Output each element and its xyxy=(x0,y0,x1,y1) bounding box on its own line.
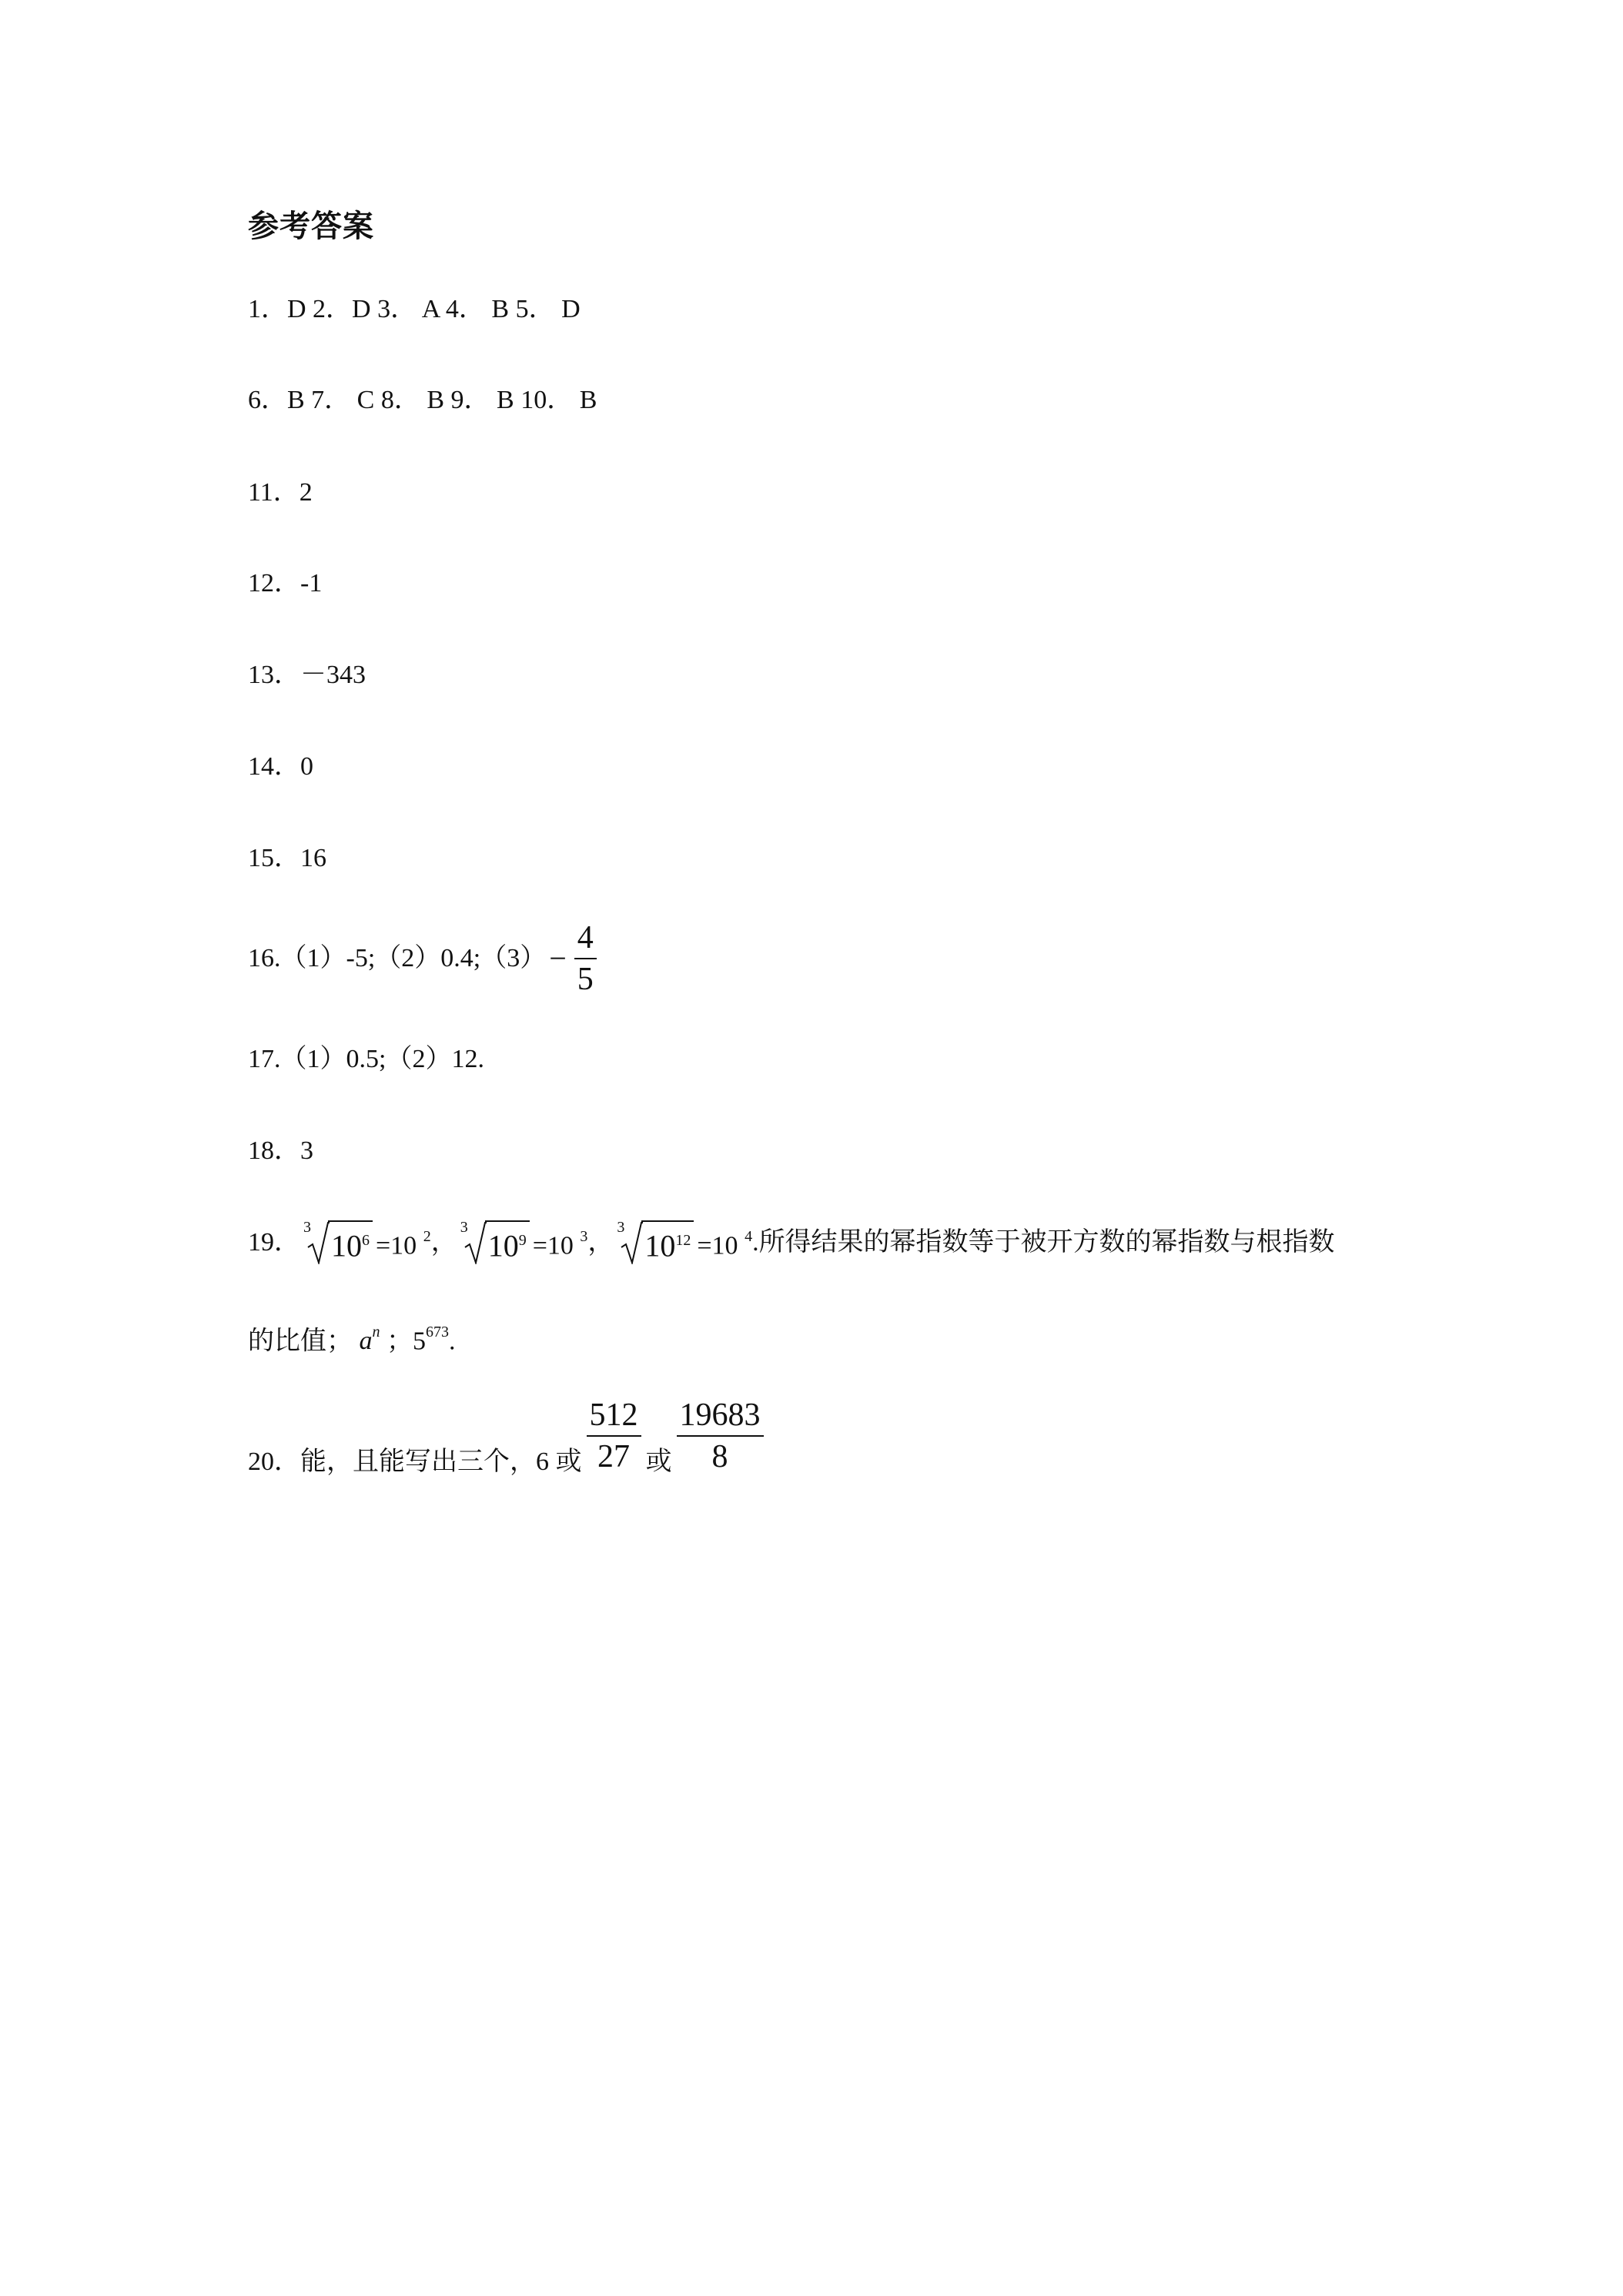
result-1: =10 $^2$ xyxy=(376,1227,431,1260)
result-2: =10 $^3$ xyxy=(532,1227,588,1260)
answer-line-12: 12．-1 xyxy=(248,569,323,597)
answer-16-text: 16.（1）-5;（2）0.4;（3） xyxy=(248,944,547,972)
answer-19-label: 19． xyxy=(248,1227,300,1257)
radicand: $10^9$ xyxy=(485,1220,530,1264)
answer-line-15: 15．16 xyxy=(248,844,326,872)
answer-line-20 xyxy=(248,1395,768,1477)
answer-20-text: 20．能，且能写出三个，6 或 xyxy=(248,1448,582,1476)
cube-root-1 xyxy=(303,1220,373,1264)
power-base: ；5 xyxy=(387,1327,426,1356)
power-exponent: 673 xyxy=(426,1324,449,1340)
fraction-numerator: 4 xyxy=(574,918,597,959)
variable-a: $a^n$ xyxy=(359,1324,380,1356)
cube-root-3 xyxy=(617,1220,694,1264)
result-3: =10 $^4$ xyxy=(697,1227,753,1260)
answer-line-17: 17.（1）0.5;（2）12. xyxy=(248,1045,484,1073)
fraction-denominator: 27 xyxy=(597,1439,630,1474)
answer-line-18: 18．3 xyxy=(248,1136,313,1165)
radicand: $10^{12}$ xyxy=(641,1220,694,1264)
minus-sign: − xyxy=(549,941,567,976)
fraction-denominator: 8 xyxy=(711,1439,728,1474)
continued-text: 的比值； xyxy=(248,1327,353,1356)
answer-line-16 xyxy=(248,918,601,999)
separator: ， xyxy=(430,1227,457,1257)
fraction-four-fifths xyxy=(574,918,597,999)
answer-line-14: 14．0 xyxy=(248,752,313,781)
cube-root-2 xyxy=(460,1220,530,1264)
fraction-19683-8 xyxy=(677,1395,764,1477)
answer-line-2: 6．B 7． C 8． B 9． B 10． B xyxy=(248,386,597,414)
answer-line-11: 11．2 xyxy=(248,478,313,507)
or-word: 或 xyxy=(645,1448,672,1476)
fraction-numerator: 19683 xyxy=(677,1395,764,1437)
answer-line-13: 13．－343 xyxy=(248,661,366,689)
answer-19-explanation: .所得结果的幂指数等于被开方数的幂指数与根指数 xyxy=(752,1227,1335,1257)
fraction-numerator: 512 xyxy=(587,1395,641,1437)
period: . xyxy=(449,1327,456,1356)
radicand: $10^6$ xyxy=(328,1220,373,1264)
fraction-denominator: 5 xyxy=(577,962,594,997)
fraction-512-27 xyxy=(587,1395,641,1477)
separator: ， xyxy=(587,1227,614,1257)
answer-line-19-continued xyxy=(248,1318,456,1358)
answer-line-19 xyxy=(248,1220,1335,1264)
root-index: 3 xyxy=(303,1219,311,1237)
root-index: 3 xyxy=(617,1219,625,1237)
root-index: 3 xyxy=(460,1219,468,1237)
page-title: 参考答案 xyxy=(248,209,374,244)
answer-line-1: 1．D 2．D 3． A 4． B 5． D xyxy=(248,295,581,323)
